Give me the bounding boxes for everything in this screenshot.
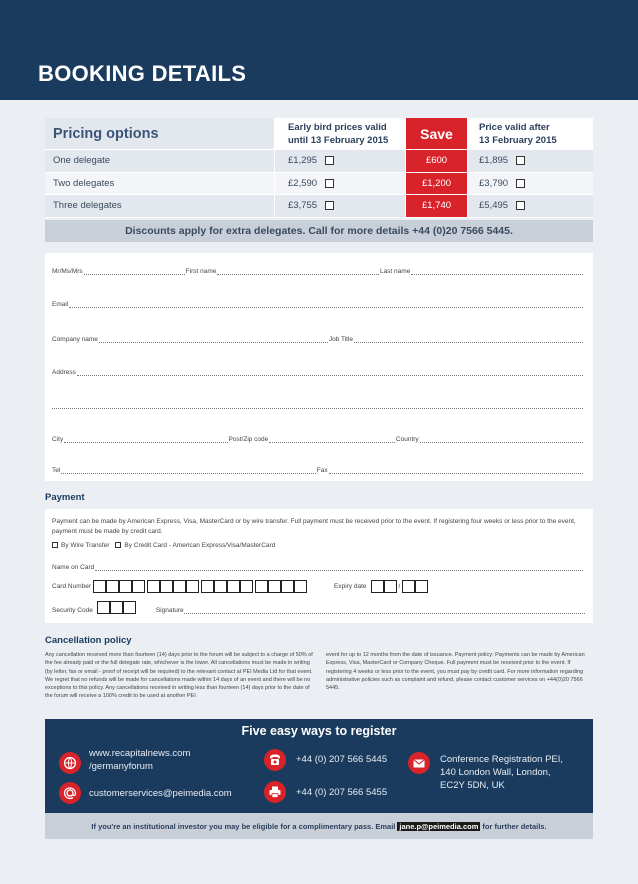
save-amount: £1,200 [405, 173, 467, 195]
country-field[interactable] [420, 436, 583, 443]
expiry-month-boxes[interactable] [371, 580, 397, 593]
tel-line [52, 464, 584, 474]
name-on-card-line [52, 561, 584, 571]
cancellation-title: Cancellation policy [45, 635, 132, 646]
regular-price: £5,495 [479, 200, 509, 212]
security-line [52, 601, 585, 614]
post-line2: 140 London Wall, London, [440, 767, 551, 778]
security-code-boxes[interactable] [97, 601, 136, 614]
postcode-label: Post/Zip code [228, 436, 269, 443]
post-line3: EC2Y 5DN, UK [440, 780, 505, 791]
register-phone[interactable]: +44 (0) 207 566 5445 [296, 754, 388, 765]
early-bird-line2: until 13 February 2015 [288, 134, 389, 146]
pricing-row [45, 173, 593, 196]
early-price: £1,295 [288, 155, 318, 167]
cancellation-text-col2: event for up to 12 months from the date of issuance. Payment policy: Payments can be made by American Express, Visa, MasterCard or Company Cheque. Full payment must be received prior to the event. If registering 4 weeks or less prior to the event, you must pay by credit card. For more information regarding administrative policies such as complaint and refund, please contact customer services on +44(0)20 7566 5445. [326, 652, 585, 692]
early-price-checkbox[interactable] [325, 201, 334, 210]
save-amount: £1,740 [405, 195, 467, 217]
last-name-field[interactable] [411, 268, 583, 275]
regular-price-checkbox[interactable] [516, 201, 525, 210]
job-title-label: Job Title [328, 336, 354, 343]
register-fax[interactable]: +44 (0) 207 566 5455 [296, 787, 388, 798]
wire-checkbox[interactable] [52, 542, 58, 548]
register-email[interactable]: customerservices@peimedia.com [89, 788, 232, 799]
email-field[interactable] [69, 301, 583, 308]
regular-price-checkbox[interactable] [516, 179, 525, 188]
web-line1[interactable]: www.recapitalnews.com [89, 748, 191, 759]
register-panel [45, 719, 593, 813]
pricing-header-row [45, 118, 593, 150]
early-price-checkbox[interactable] [325, 179, 334, 188]
name-on-card-label: Name on Card [52, 564, 95, 571]
expiry-year-boxes[interactable] [402, 580, 428, 593]
delegate-details-form [45, 253, 593, 481]
early-price: £3,755 [288, 200, 318, 212]
early-bird-line1: Early bird prices valid [288, 121, 387, 133]
fax-label: Fax [316, 467, 328, 474]
regular-price: £1,895 [479, 155, 509, 167]
pricing-title: Pricing options [45, 118, 274, 149]
name-line [52, 265, 584, 275]
city-field[interactable] [64, 436, 227, 443]
signature-field[interactable] [184, 607, 585, 614]
postcode-field[interactable] [269, 436, 395, 443]
regular-price-cell [467, 150, 593, 172]
save-header: Save [405, 118, 467, 149]
pricing-table [45, 118, 593, 242]
early-price-cell [274, 150, 405, 172]
web-icon [59, 752, 81, 774]
name-on-card-field[interactable] [95, 564, 583, 571]
regular-price-cell [467, 173, 593, 195]
cancellation-text-col1: Any cancellation received more than fourteen (14) days prior to the forum will be subject to a charge of 50% of the fee already paid or the full delegate rate, whichever is the lower. All cancellations must be made in writing (by letter, fax or email - proof of receipt will be required) to the relevant contact at PEI Media Ltd for that event. We regret that no refunds will be made for cancellations made within 14 days of an event and there will be no exceptions to this policy. Any cancellations received in writing less than fourteen (14) days prior to the date of the forum will receive a 100% credit to be used at another PEI [45, 652, 313, 700]
first-name-label: First name [185, 268, 217, 275]
regular-price-cell [467, 195, 593, 217]
email-label: Email [52, 301, 69, 308]
regular-price-header [467, 118, 593, 149]
mail-icon [408, 752, 430, 774]
address-field-2[interactable] [52, 402, 583, 409]
email-icon [59, 782, 81, 804]
page-title: BOOKING DETAILS [38, 61, 247, 86]
title-label: Mr/Ms/Mrs [52, 268, 83, 275]
early-price-checkbox[interactable] [325, 156, 334, 165]
last-name-label: Last name [379, 268, 411, 275]
fax-field[interactable] [329, 467, 583, 474]
company-line [52, 333, 584, 343]
footer-note [45, 813, 593, 839]
address-line [52, 366, 584, 376]
city-label: City [52, 436, 64, 443]
early-price-cell [274, 195, 405, 217]
pricing-row [45, 195, 593, 218]
post-line1: Conference Registration PEI, [440, 754, 564, 765]
address-line-2 [52, 399, 584, 409]
country-label: Country [395, 436, 419, 443]
card-label: By Credit Card - American Express/Visa/MasterCard [124, 542, 276, 549]
card-option[interactable] [115, 542, 275, 549]
card-number-line [52, 580, 307, 593]
discount-note: Discounts apply for extra delegates. Call for more details +44 (0)20 7566 5445. [45, 220, 593, 242]
company-field[interactable] [99, 336, 328, 343]
expiry-separator: / [398, 583, 401, 590]
card-number-boxes[interactable] [93, 580, 307, 593]
title-field[interactable] [84, 268, 185, 275]
early-price: £2,590 [288, 177, 318, 189]
payment-options [52, 542, 275, 549]
footer-text-before: If you're an institutional investor you may be eligible for a complimentary pass. Email [91, 821, 396, 831]
footer-text-after: for further details. [482, 821, 547, 831]
save-amount: £600 [405, 150, 467, 172]
register-postal-address [440, 753, 563, 792]
early-price-cell [274, 173, 405, 195]
security-code-label: Security Code [52, 607, 93, 614]
footer-email[interactable]: jane.p@peimedia.com [399, 821, 479, 831]
company-label: Company name [52, 336, 98, 343]
address-label: Address [52, 369, 76, 376]
register-web[interactable] [89, 747, 190, 773]
expiry-label: Expiry date [334, 583, 367, 590]
delegate-label: Two delegates [45, 173, 274, 195]
regular-price-checkbox[interactable] [516, 156, 525, 165]
regular-price: £3,790 [479, 177, 509, 189]
address-field[interactable] [77, 369, 583, 376]
wire-label: By Wire Transfer [61, 542, 110, 549]
first-name-field[interactable] [217, 268, 379, 275]
tel-field[interactable] [61, 467, 315, 474]
delegate-label: One delegate [45, 150, 274, 172]
header-banner [0, 0, 638, 100]
signature-label: Signature [155, 607, 184, 614]
card-checkbox[interactable] [115, 542, 121, 548]
expiry-line [334, 580, 428, 593]
pricing-row [45, 150, 593, 173]
phone-icon [264, 749, 286, 771]
payment-title: Payment [45, 492, 85, 503]
regular-line2: 13 February 2015 [479, 134, 557, 146]
tel-label: Tel [52, 467, 61, 474]
register-title: Five easy ways to register [241, 724, 397, 738]
delegate-label: Three delegates [45, 195, 274, 217]
payment-section [45, 509, 593, 623]
job-title-field[interactable] [354, 336, 583, 343]
regular-line1: Price valid after [479, 121, 550, 133]
email-line [52, 298, 584, 308]
early-bird-header [274, 118, 405, 149]
card-number-label: Card Number [52, 583, 92, 590]
fax-icon [264, 781, 286, 803]
web-line2[interactable]: /germanyforum [89, 761, 153, 772]
payment-text: Payment can be made by American Express, Visa, MasterCard or by wire transfer. Full payment must be received prior to the event. If registering four weeks or less prior to the event, payment must be made by credit card. [52, 518, 576, 535]
city-line [52, 433, 584, 443]
wire-option[interactable] [52, 542, 109, 549]
